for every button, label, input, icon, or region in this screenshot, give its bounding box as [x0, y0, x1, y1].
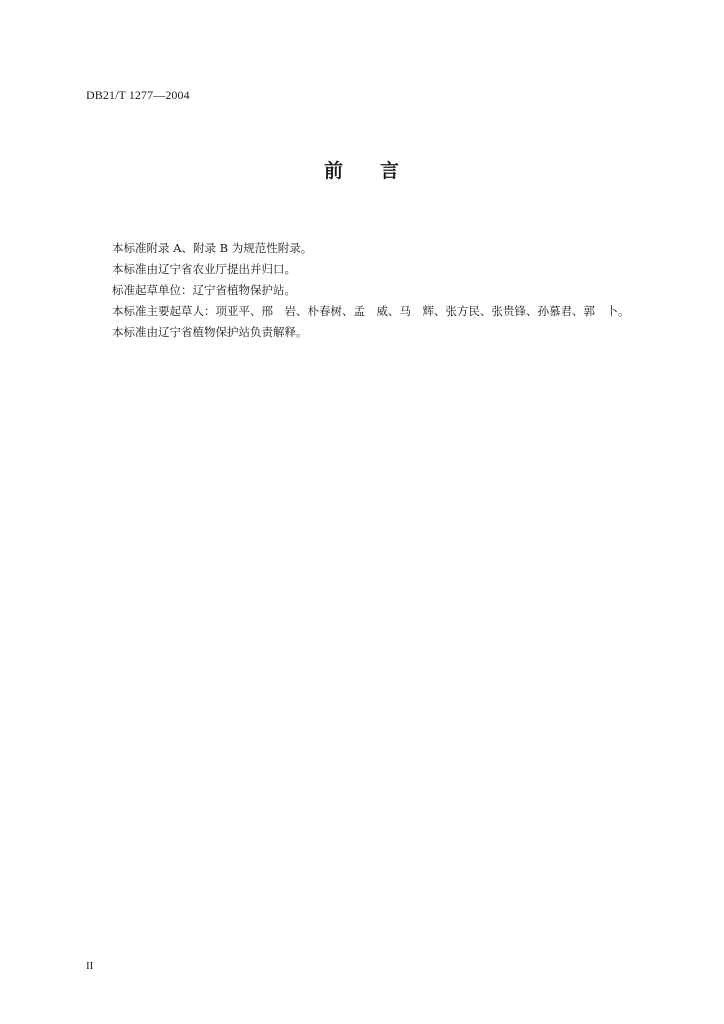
preface-line-appendix: 本标准附录 A、附录 B 为规范性附录。	[112, 241, 313, 255]
preface-line-proposer: 本标准由辽宁省农业厅提出并归口。	[112, 262, 296, 276]
preface-line-drafting-unit: 标准起草单位：辽宁省植物保护站。	[112, 283, 296, 297]
page-number: II	[86, 960, 94, 972]
preface-body	[112, 238, 672, 343]
document-code: DB21/T 1277—2004	[86, 88, 190, 102]
page-title-char-1: 前	[323, 160, 344, 182]
preface-line-drafters: 本标准主要起草人：项亚平、邢 岩、朴春树、孟 威、马 辉、张方民、张贵锋、孙慕君、郭 卜。	[112, 304, 630, 318]
preface-line-interpretation: 本标准由辽宁省植物保护站负责解释。	[112, 325, 308, 339]
page-title-char-2: 言	[380, 160, 401, 182]
page-title	[0, 156, 724, 183]
